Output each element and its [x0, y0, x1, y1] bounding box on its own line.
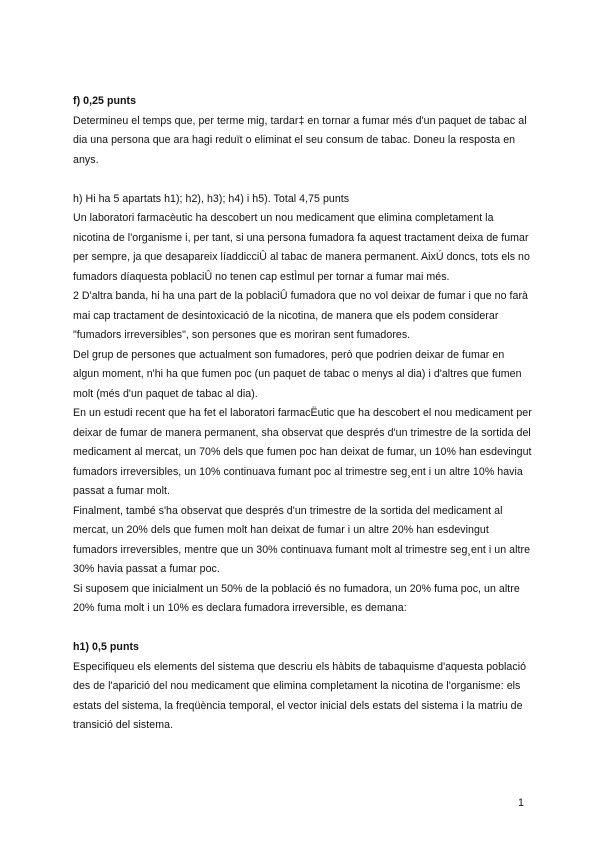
spacer: [73, 619, 533, 639]
section-h-paragraph-1: Un laboratori farmacèutic ha descobert un nou medicament que elimina completament la nicotina de l'organisme i, per tant, si una persona fumadora fa aquest tractament deixa de fumar per sempre, ja que desapareix líaddicciÛ al tabac de manera permanent. AixÚ doncs, tots els no fumadors díaquesta poblaciÛ no tenen cap estÌmul per tornar a fumar mai més.: [73, 212, 530, 283]
section-h-paragraph-5: Finalment, també s'ha observat que després d'un trimestre de la sortida del medicament al mercat, un 20% dels que fumen molt han deixat de fumar i un altre 20% han esdevingut fumadors irreversibles, mentre que un 30% continuava fumant molt al trimestre seg¸ent i un altre 30% havia passat a fumar poc.: [73, 504, 531, 575]
section-h-paragraph-3: Del grup de persones que actualment son fumadores, però que podrien deixar de fumar en algun moment, n'hi ha que fumen poc (un paquet de tabac o menys al dia) i d'altres que fumen molt (més d'un paquet de tabac al dia).: [73, 348, 522, 400]
section-f-text: Determineu el temps que, per terme mig, tardar‡ en tornar a fumar més d'un paquet de tabac al dia una persona que ara hagi reduït o eliminat el seu consum de tabac. Doneu la resposta en anys.: [73, 114, 527, 166]
section-h-paragraph-2: 2 D'altra banda, hi ha una part de la poblaciÛ fumadora que no vol deixar de fumar i que no farà mai cap tractament de desintoxicació de la nicotina, de manera que els podem considerar "fumadors irreversibles", son persones que es moriran sent fumadores.: [73, 290, 528, 341]
document-body: [73, 92, 533, 736]
page-number: 1: [518, 797, 524, 809]
spacer: [73, 170, 533, 190]
section-h1-text: Especifiqueu els elements del sistema que descriu els hàbits de tabaquisme d'aquesta població des de l'aparició del nou medicament que elimina completament la nicotina de l'organisme: els estats del sistema, la freqüència temporal, el vector inicial dels estats del sistema i la matriu de transició del sistema.: [73, 660, 527, 731]
section-h1-heading: h1) 0,5 punts: [73, 641, 139, 653]
section-h-paragraph-4: En un estudi recent que ha fet el laboratori farmacËutic que ha descobert el nou medicament per deixar de fumar de manera permanent, sha observat que després d'un trimestre de la sortida del medicament al mercat, un 70% dels que fumen poc han deixat de fumar, un 10% han esdevingut fumadors irreversibles, un 10% continuava fumant poc al trimestre seg¸ent i un altre 10% havia passat a fumar molt.: [73, 407, 532, 497]
section-f-heading: f) 0,25 punts: [73, 95, 137, 107]
section-h-paragraph-6: Si suposem que inicialment un 50% de la població és no fumadora, un 20% fuma poc, un altre 20% fuma molt i un 10% es declara fumadora irreversible, es demana:: [73, 582, 520, 614]
section-h-intro: h) Hi ha 5 apartats h1); h2), h3); h4) i h5). Total 4,75 punts: [73, 192, 350, 205]
